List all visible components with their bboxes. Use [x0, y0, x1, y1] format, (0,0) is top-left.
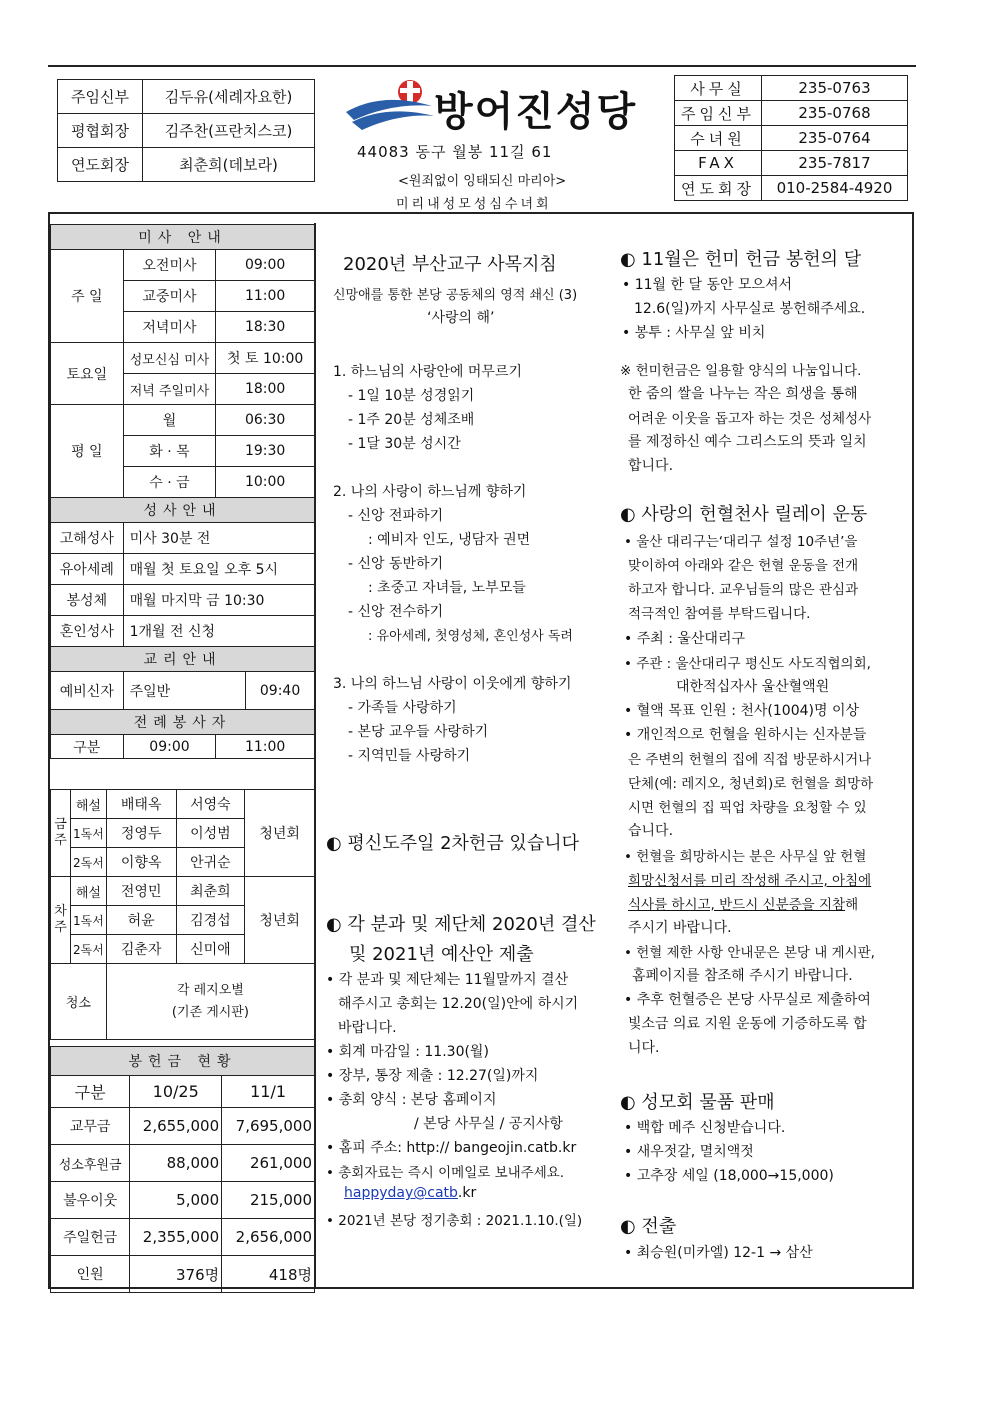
blood-line: 하고자 합니다. 교우님들의 많은 관심과	[628, 582, 859, 598]
catechism-label: 예비신자	[51, 672, 124, 710]
transfer-title: ◐ 전출	[620, 1216, 677, 1237]
offering-category: 교무금	[51, 1108, 130, 1145]
minister-name: 전영민	[106, 877, 176, 906]
tithe-line: 합니다.	[628, 458, 674, 474]
header-value: 김두유(세례자요한)	[143, 80, 315, 114]
minister-name: 신미애	[176, 935, 245, 964]
offering-category: 불우이웃	[51, 1182, 130, 1219]
header-top-rule	[48, 65, 916, 67]
settlement-line: / 본당 사무실 / 공지사항	[414, 1116, 563, 1132]
catechism-title: 교리안내	[51, 647, 315, 672]
tithe-line: • 봉투 : 사무실 앞 비치	[622, 325, 766, 341]
settlement-title: ◐ 각 분과 및 제단체 2020년 결산	[326, 914, 596, 935]
offering-value: 2,355,000	[130, 1219, 222, 1256]
sacrament-name: 유아세례	[51, 554, 124, 585]
mass-time: 10:00	[216, 467, 315, 498]
blood-line: 희망신청서를 미리 작성해 주시고, 아침에	[628, 873, 872, 889]
ministers-table	[50, 789, 315, 1040]
transfer-line: • 최승원(미카엘) 12-1 → 삼산	[624, 1245, 813, 1261]
email-line	[344, 1185, 476, 1201]
blood-line: • 개인적으로 헌혈을 원하시는 신자분들	[624, 727, 867, 743]
minister-name: 최춘희	[176, 877, 245, 906]
offering-value: 376명	[130, 1256, 222, 1293]
tithe-title: ◐ 11월은 헌미 헌금 봉헌의 달	[620, 249, 862, 270]
cleaning-value-line: (기존 게시판)	[171, 1004, 249, 1020]
minister-name: 안귀순	[176, 848, 245, 877]
pastoral-title: 2020년 부산교구 사목지침	[343, 254, 557, 275]
sunday-label: 주 일	[51, 250, 124, 343]
blood-underlined: 식사를 하시고, 반드시 신분증을 지참	[628, 897, 846, 913]
header-label: 연도회장	[58, 148, 143, 182]
mass-name: 오전미사	[123, 250, 216, 281]
header-label: 주임신부	[58, 80, 143, 114]
cleaning-value-line: 각 레지오별	[176, 982, 244, 998]
role-label: 해설	[70, 790, 106, 819]
goods-line: • 새우젓갈, 멸치액젓	[624, 1144, 754, 1160]
minister-name: 이향옥	[106, 848, 176, 877]
settlement-line: 해주시고 총회는 12.20(일)안에 하시기	[338, 996, 579, 1012]
sacrament-info: 1개월 전 신청	[123, 616, 314, 647]
mass-time: 09:00	[216, 250, 315, 281]
offering-category: 성소후원금	[51, 1145, 130, 1182]
blood-line: 대한적십자사 울산혈액원	[676, 679, 830, 695]
blood-line	[628, 893, 858, 913]
pastoral-subtitle: 신망애를 통한 본당 공동체의 영적 쇄신 (3)	[333, 288, 578, 303]
church-address: 44083 동구 월봉 11길 61	[357, 143, 553, 161]
sacrament-name: 고해성사	[51, 523, 124, 554]
pastoral-line: - 지역민들 사랑하기	[348, 748, 471, 764]
header-value: 최춘희(데보라)	[143, 148, 315, 182]
blood-line: 주시기 바랍니다.	[628, 920, 732, 936]
offering-header: 11/1	[222, 1076, 315, 1108]
blood-line: 시면 헌혈의 집 픽업 차량을 요청할 수 있	[628, 800, 867, 816]
header-label: 평협회장	[58, 114, 143, 148]
pastoral-line: 1. 하느님의 사랑안에 머무르기	[333, 364, 522, 380]
ministers-header: 09:00	[123, 735, 216, 759]
role-label: 1독서	[70, 819, 106, 848]
contact-value: 235-7817	[762, 151, 908, 176]
minister-name: 서영숙	[176, 790, 245, 819]
contact-label: 주임신부	[675, 101, 762, 126]
settlement-line: • 총회 양식 : 본당 홈페이지	[326, 1092, 497, 1108]
pastoral-line: - 신앙 전수하기	[348, 604, 444, 620]
pastoral-line: - 신앙 동반하기	[348, 556, 444, 572]
settlement-line: • 홈피 주소: http:// bangeojin.catb.kr	[326, 1140, 577, 1156]
offering-value: 215,000	[222, 1182, 315, 1219]
blood-line: • 추후 헌혈증은 본당 사무실로 제출하여	[624, 992, 871, 1008]
cleaning-label: 청소	[51, 964, 107, 1040]
offering-value: 2,655,000	[130, 1108, 222, 1145]
mass-name: 저녁 주일미사	[123, 374, 216, 405]
blood-line: • 주관 : 울산대리구 평신도 사도직협의회,	[624, 656, 871, 672]
pastoral-line: : 초중고 자녀들, 노부모들	[368, 580, 526, 596]
blood-line: 니다.	[628, 1040, 660, 1056]
weekday-label: 평 일	[51, 405, 124, 498]
second-collection-notice: ◐ 평신도주일 2차헌금 있습니다	[326, 833, 579, 854]
cleaning-value	[106, 964, 314, 1040]
contact-label: FAX	[675, 151, 762, 176]
mass-time: 19:30	[216, 436, 315, 467]
offering-header: 10/25	[130, 1076, 222, 1108]
minister-name: 정영두	[106, 819, 176, 848]
mass-name: 화 · 목	[123, 436, 216, 467]
mass-name: 월	[123, 405, 216, 436]
blood-line: 적극적인 참여를 부탁드립니다.	[628, 606, 811, 622]
header-value: 김주찬(프란치스코)	[143, 114, 315, 148]
contact-label: 연도회장	[675, 176, 762, 201]
mass-name: 교중미사	[123, 281, 216, 312]
ministers-header: 구분	[51, 735, 124, 759]
contact-label: 사무실	[675, 76, 762, 101]
sacrament-info: 미사 30분 전	[123, 523, 314, 554]
contact-value: 010-2584-4920	[762, 176, 908, 201]
mass-time: 첫 토 10:00	[216, 343, 315, 374]
ministers-title: 전례봉사자	[51, 710, 315, 735]
logo-cross-horizontal	[400, 88, 420, 93]
settlement-line: 바랍니다.	[338, 1020, 397, 1036]
blood-title: ◐ 사랑의 헌혈천사 릴레이 운동	[620, 504, 868, 525]
sacraments-title: 성사안내	[51, 498, 315, 523]
mass-name: 저녁미사	[123, 312, 216, 343]
blood-line: • 울산 대리구는‘대리구 설정 10주년’을	[624, 534, 858, 550]
pastoral-line: - 1주 20분 성체조배	[348, 412, 475, 428]
minister-name: 김경섭	[176, 906, 245, 935]
mass-time: 18:30	[216, 312, 315, 343]
pastoral-line: 2. 나의 사랑이 하느님께 향하기	[333, 484, 527, 500]
offering-category: 인원	[51, 1256, 130, 1293]
tithe-line: 한 줌의 쌀을 나누는 작은 희생을 통해	[628, 386, 858, 402]
tithe-line: 12.6(일)까지 사무실로 봉헌해주세요.	[634, 301, 866, 317]
offering-value: 261,000	[222, 1145, 315, 1182]
offering-category: 주일헌금	[51, 1219, 130, 1256]
email-link[interactable]: happyday@catb	[344, 1185, 458, 1201]
minister-name: 허윤	[106, 906, 176, 935]
settlement-line: • 각 분과 및 제단체는 11월말까지 결산	[326, 972, 569, 988]
offering-title: 봉헌금 현황	[51, 1047, 315, 1076]
role-label: 1독서	[70, 906, 106, 935]
youth-group: 청년회	[245, 877, 315, 964]
pastoral-line: : 예비자 인도, 냉담자 권면	[368, 532, 531, 548]
goods-line: • 고추장 세일 (18,000→15,000)	[624, 1168, 834, 1184]
minister-name: 이성범	[176, 819, 245, 848]
settlement-line: • 장부, 통장 제출 : 12.27(일)까지	[326, 1068, 539, 1084]
tithe-line: ※ 헌미헌금은 일용할 양식의 나눔입니다.	[620, 363, 862, 379]
catechism-class: 주일반	[123, 672, 245, 710]
sacrament-info: 매월 첫 토요일 오후 5시	[123, 554, 314, 585]
saturday-label: 토요일	[51, 343, 124, 405]
ministers-header: 11:00	[216, 735, 315, 759]
header-left-table	[57, 79, 315, 182]
tithe-line: 어려운 이웃을 돕고자 하는 것은 성체성사	[628, 411, 872, 427]
next-week-label: 차주	[51, 877, 71, 964]
blood-line: • 주최 : 울산대리구	[624, 631, 745, 647]
church-sisters: 미리내성모성심수녀회	[396, 197, 552, 212]
minister-name: 김춘자	[106, 935, 176, 964]
tithe-line: 를 제정하신 예수 그리스도의 뜻과 일치	[628, 434, 867, 450]
blood-line: 홈페이지를 참조해 주시기 바랍니다.	[632, 968, 853, 984]
blood-line: • 혈액 목표 인원 : 천사(1004)명 이상	[624, 703, 859, 719]
settlement-title-2: 및 2021년 예산안 제출	[349, 944, 534, 965]
offering-value: 2,656,000	[222, 1219, 315, 1256]
mass-time: 18:00	[216, 374, 315, 405]
catechism-time: 09:40	[246, 672, 315, 710]
church-name: 방어진성당	[434, 89, 638, 135]
offering-header: 구분	[51, 1076, 130, 1108]
goods-line: • 백합 메주 신청받습니다.	[624, 1120, 786, 1136]
sacrament-name: 봉성체	[51, 585, 124, 616]
pastoral-line: 3. 나의 하느님 사랑이 이웃에게 향하기	[333, 676, 572, 692]
pastoral-year: ‘사랑의 해’	[427, 310, 495, 326]
tithe-line: • 11월 한 달 동안 모으셔서	[622, 277, 793, 293]
youth-group: 청년회	[245, 790, 315, 877]
pastoral-line: - 1일 10분 성경읽기	[348, 388, 475, 404]
email-suffix: .kr	[457, 1185, 477, 1201]
contact-value: 235-0763	[762, 76, 908, 101]
blood-line: 맞이하여 아래와 같은 헌혈 운동을 전개	[628, 558, 859, 574]
this-week-label: 금주	[51, 790, 71, 877]
settlement-line: • 회계 마감일 : 11.30(월)	[326, 1044, 489, 1060]
settlement-line: • 총회자료는 즉시 이메일로 보내주세요.	[326, 1165, 565, 1181]
mass-time: 06:30	[216, 405, 315, 436]
offering-value: 418명	[222, 1256, 315, 1293]
blood-line: • 헌혈 제한 사항 안내문은 본당 내 게시판,	[624, 945, 875, 961]
blood-line: 은 주변의 헌혈의 집에 직접 방문하시거나	[628, 752, 872, 768]
mass-name: 수 · 금	[123, 467, 216, 498]
pastoral-line: - 본당 교우들 사랑하기	[348, 724, 489, 740]
sacrament-name: 혼인성사	[51, 616, 124, 647]
offering-value: 5,000	[130, 1182, 222, 1219]
mass-time: 11:00	[216, 281, 315, 312]
blood-suffix: 해	[845, 897, 859, 913]
schedule-table	[50, 224, 315, 759]
contact-value: 235-0764	[762, 126, 908, 151]
contact-label: 수녀원	[675, 126, 762, 151]
church-patron: <원죄없이 잉태되신 마리아>	[398, 174, 567, 189]
settlement-line: • 2021년 본당 정기총회 : 2021.1.10.(일)	[326, 1213, 583, 1229]
mass-title: 미사 안내	[51, 225, 315, 250]
minister-name: 배태옥	[106, 790, 176, 819]
pastoral-line: - 신앙 전파하기	[348, 508, 444, 524]
blood-line: 습니다.	[628, 823, 674, 839]
mass-name: 성모신심 미사	[123, 343, 216, 374]
role-label: 2독서	[70, 935, 106, 964]
offering-value: 7,695,000	[222, 1108, 315, 1145]
blood-line: 빛소금 의료 지원 운동에 기증하도록 합	[628, 1016, 867, 1032]
blood-line: 단체(예: 레지오, 청년회)로 헌혈을 희망하	[628, 776, 874, 792]
offering-value: 88,000	[130, 1145, 222, 1182]
offering-table	[50, 1046, 315, 1293]
pastoral-line: - 가족들 사랑하기	[348, 700, 457, 716]
blood-line: • 헌혈을 희망하시는 분은 사무실 앞 헌혈	[624, 849, 867, 865]
contact-value: 235-0768	[762, 101, 908, 126]
header-right-table	[674, 75, 908, 201]
sacrament-info: 매월 마지막 금 10:30	[123, 585, 314, 616]
role-label: 해설	[70, 877, 106, 906]
goods-title: ◐ 성모회 물품 판매	[620, 1092, 775, 1113]
pastoral-line: : 유아세례, 첫영성체, 혼인성사 독려	[368, 629, 573, 644]
role-label: 2독서	[70, 848, 106, 877]
pastoral-line: - 1달 30분 성시간	[348, 436, 461, 452]
